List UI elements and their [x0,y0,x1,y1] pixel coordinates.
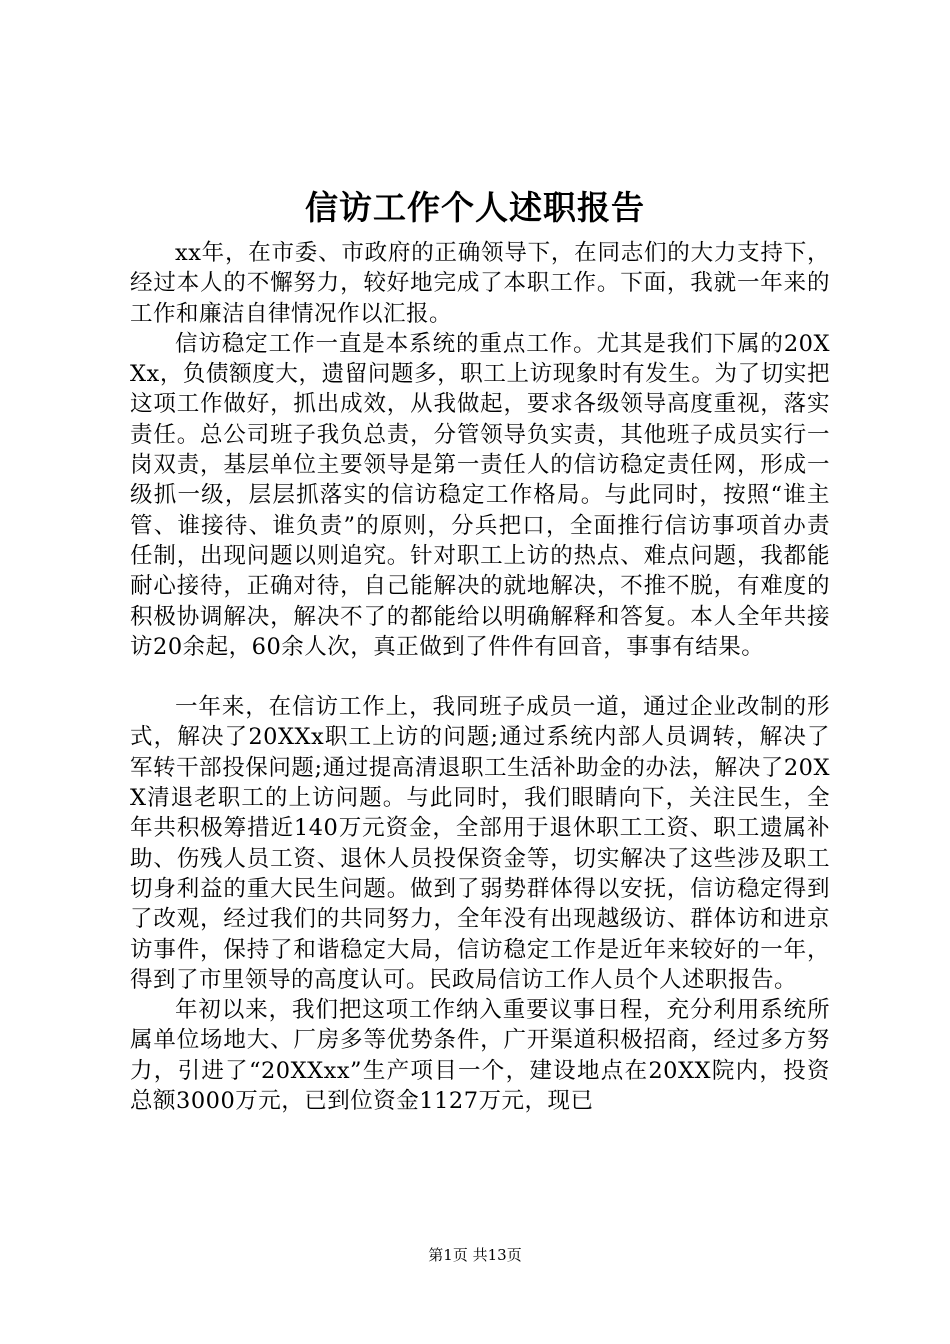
document-body [130,238,830,1116]
paragraph-4: 年初以来，我们把这项工作纳入重要议事日程，充分利用系统所属单位场地大、厂房多等优势条件，广开渠道积极招商，经过多方努力，引进了“20XXxx”生产项目一个，建设地点在20XX院内，投资总额3000万元，已到位资金1127万元，现已 [130,997,830,1115]
paragraph-3: 一年来，在信访工作上，我同班子成员一道，通过企业改制的形式，解决了20XXx职工上访的问题;通过系统内部人员调转，解决了军转干部投保问题;通过提高清退职工生活补助金的办法，解决了20XX清退老职工的上访问题。与此同时，我们眼睛向下，关注民生，全年共积极筹措近140万元资金，全部用于退休职工工资、职工遗属补助、伤残人员工资、退休人员投保资金等，切实解决了这些涉及职工切身利益的重大民生问题。做到了弱势群体得以安抚，信访稳定得到了改观，经过我们的共同努力，全年没有出现越级访、群体访和进京访事件，保持了和谐稳定大局，信访稳定工作是近年来较好的一年，得到了市里领导的高度认可。民政局信访工作人员个人述职报告。 [130,694,830,993]
document-title: 信访工作个人述职报告 [305,188,645,227]
paragraph-1: xx年，在市委、市政府的正确领导下，在同志们的大力支持下，经过本人的不懈努力，较好地完成了本职工作。下面，我就一年来的工作和廉洁自律情况作以汇报。 [130,240,830,327]
paragraph-2: 信访稳定工作一直是本系统的重点工作。尤其是我们下属的20XXx，负债额度大，遗留问题多，职工上访现象时有发生。为了切实把这项工作做好，抓出成效，从我做起，要求各级领导高度重视，落实责任。总公司班子我负总责，分管领导负实责，其他班子成员实行一岗双责，基层单位主要领导是第一责任人的信访稳定责任网，形成一级抓一级，层层抓落实的信访稳定工作格局。与此同时，按照“谁主管、谁接待、谁负责”的原则，分兵把口，全面推行信访事项首办责任制，出现问题以则追究。针对职工上访的热点、难点问题，我都能耐心接待，正确对待，自己能解决的就地解决，不推不脱，有难度的积极协调解决，解决不了的都能给以明确解释和答复。本人全年共接访20余起，60余人次，真正做到了件件有回音，事事有结果。 [130,330,830,660]
page-number-footer: 第1页 共13页 [428,1246,522,1264]
